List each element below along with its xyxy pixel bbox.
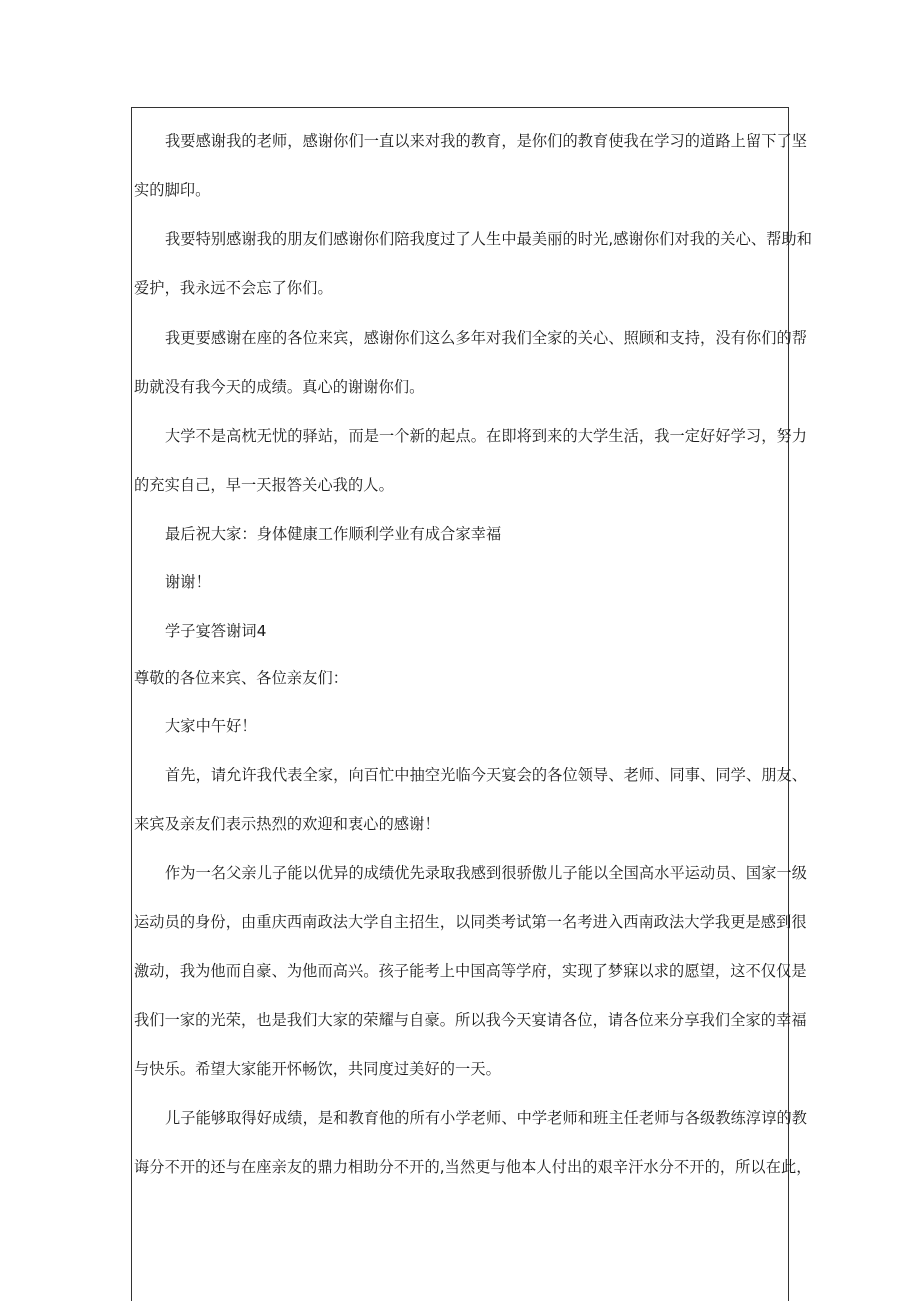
paragraph-line: 与快乐。希望大家能开怀畅饮，共同度过美好的一天。 [134,1060,501,1078]
paragraph-line: 爱护，我永远不会忘了你们。 [134,279,333,297]
paragraph-line: 大学不是高枕无忧的驿站，而是一个新的起点。在即将到来的大学生活，我一定好好学习，努力 [165,427,808,445]
greeting: 大家中午好！ [165,717,257,735]
paragraph-line: 助就没有我今天的成绩。真心的谢谢你们。 [134,378,425,396]
paragraph-line: 我要特别感谢我的朋友们感谢你们陪我度过了人生中最美丽的时光,感谢你们对我的关心、帮助和 [165,230,813,248]
paragraph-line: 儿子能够取得好成绩，是和教育他的所有小学老师、中学老师和班主任老师与各级教练淳谆的教 [165,1109,808,1127]
paragraph-line: 实的脚印。 [134,181,211,199]
salutation: 尊敬的各位来宾、各位亲友们： [134,669,349,687]
paragraph-line: 最后祝大家：身体健康工作顺利学业有成合家幸福 [165,525,502,543]
paragraph-line: 激动，我为他而自豪、为他而高兴。孩子能考上中国高等学府，实现了梦寐以求的愿望，这不仅仅是 [134,962,807,980]
paragraph-line: 的充实自己，早一天报答关心我的人。 [134,476,394,494]
paragraph-line: 谢谢！ [165,573,211,591]
paragraph-line: 来宾及亲友们表示热烈的欢迎和衷心的感谢！ [134,815,440,833]
paragraph-line: 作为一名父亲儿子能以优异的成绩优先录取我感到很骄傲儿子能以全国高水平运动员、国家一级 [165,864,808,882]
paragraph-line: 诲分不开的还与在座亲友的鼎力相助分不开的,当然更与他本人付出的艰辛汗水分不开的，所以在此， [134,1158,812,1176]
paragraph-line: 首先，请允许我代表全家，向百忙中抽空光临今天宴会的各位领导、老师、同事、同学、朋友、 [165,766,808,784]
paragraph-line: 我更要感谢在座的各位来宾，感谢你们这么多年对我们全家的关心、照顾和支持，没有你们的帮 [165,329,808,347]
paragraph-line: 我们一家的光荣，也是我们大家的荣耀与自豪。所以我今天宴请各位，请各位来分享我们全家的幸福 [134,1011,807,1029]
paragraph-line: 运动员的身份，由重庆西南政法大学自主招生，以同类考试第一名考进入西南政法大学我更是感到很 [134,913,807,931]
paragraph-line: 我要感谢我的老师，感谢你们一直以来对我的教育，是你们的教育使我在学习的道路上留下了坚 [165,132,808,150]
section-heading: 学子宴答谢词4 [165,622,267,640]
